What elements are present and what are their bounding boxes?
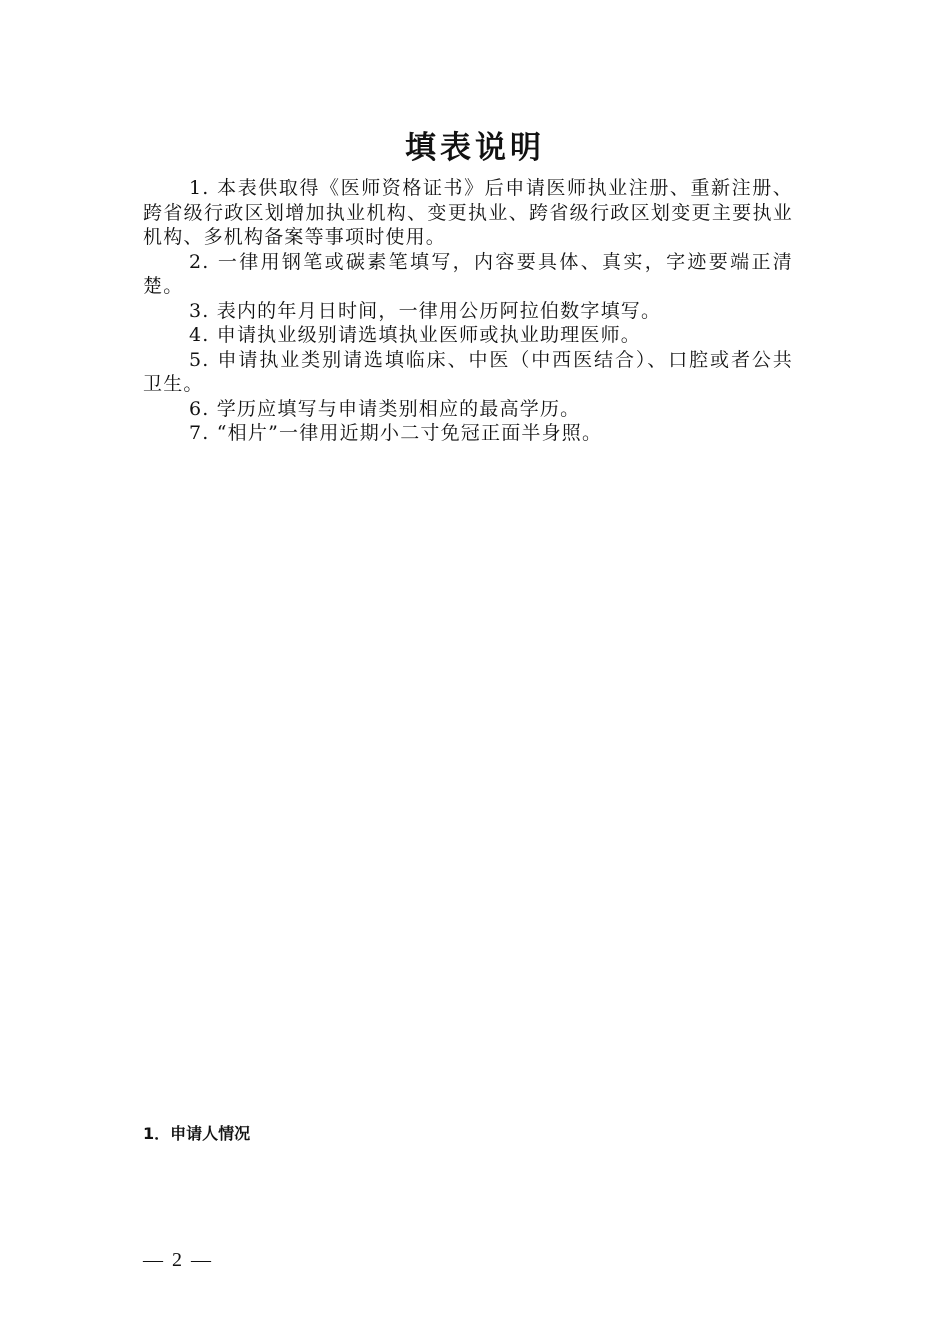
instruction-item-3: 3. 表内的年月日时间，一律用公历阿拉伯数字填写。: [189, 299, 662, 322]
instruction-item-6: 6. 学历应填写与申请类别相应的最高学历。: [189, 397, 581, 420]
instruction-item-1: 1. 本表供取得《医师资格证书》后申请医师执业注册、重新注册、跨省级行政区划增加执业机构、变更执业、跨省级行政区划变更主要执业机构、多机构备案等事项时使用。: [143, 177, 793, 248]
page-title: 填表说明: [405, 130, 545, 166]
section-heading-applicant: 1．申请人情况: [143, 1124, 251, 1143]
page-number: — 2 —: [143, 1249, 213, 1271]
instructions-list: [143, 176, 793, 446]
instruction-item-7: 7. “相片”一律用近期小二寸免冠正面半身照。: [189, 422, 603, 444]
instruction-item-2: 2. 一律用钢笔或碳素笔填写，内容要具体、真实，字迹要端正清楚。: [143, 250, 793, 297]
instruction-item-5: 5. 申请执业类别请选填临床、中医（中西医结合）、口腔或者公共卫生。: [143, 348, 793, 395]
instruction-item-4: 4. 申请执业级别请选填执业医师或执业助理医师。: [189, 324, 641, 346]
